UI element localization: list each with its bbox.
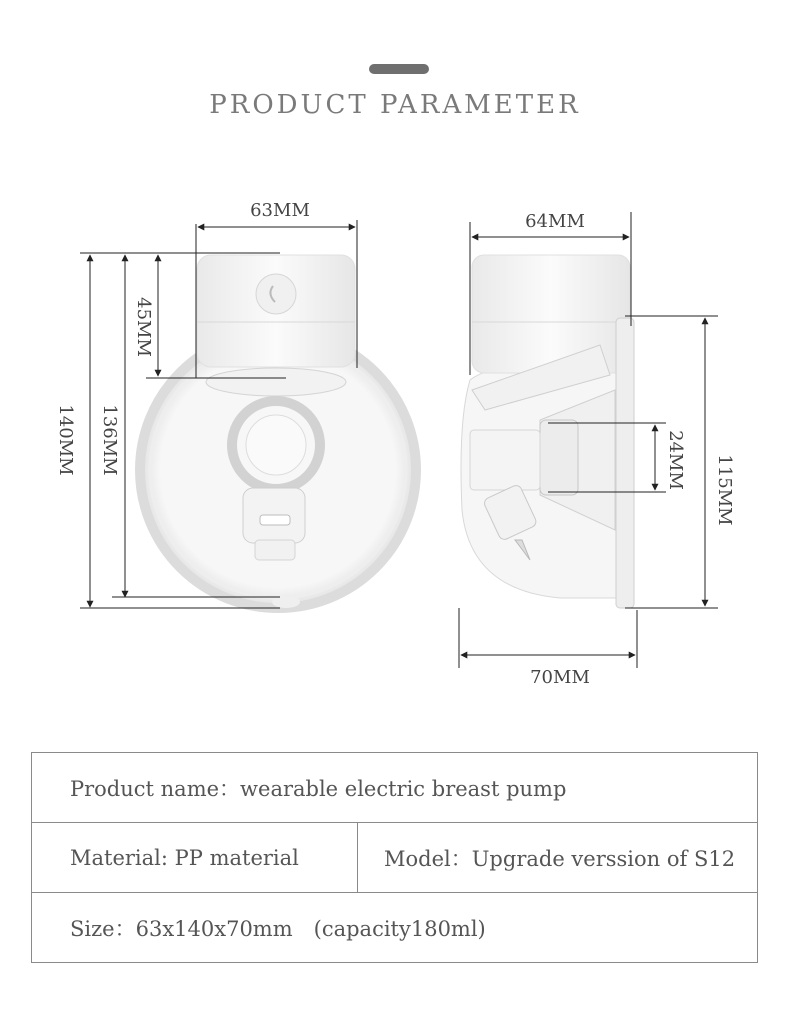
spec-row — [32, 893, 758, 963]
spec-model: Model：Upgrade verssion of S12 — [358, 823, 758, 893]
spec-table — [31, 752, 758, 963]
dim-24mm-label: 24MM — [665, 430, 686, 490]
spec-size: Size：63x140x70mm (capacity180ml) — [32, 893, 758, 963]
dim-45mm-label: 45MM — [133, 297, 154, 357]
dim-64mm-label: 64MM — [525, 211, 585, 232]
dim-115mm-label: 115MM — [714, 454, 735, 526]
spec-row — [32, 753, 758, 823]
side-view-pump — [461, 255, 634, 608]
spec-product-name: Product name：wearable electric breast pump — [32, 753, 758, 823]
dim-140mm-label: 140MM — [55, 404, 76, 476]
spec-material: Material: PP material — [32, 823, 358, 893]
page-title: PRODUCT PARAMETER — [209, 90, 581, 120]
spec-row — [32, 823, 758, 893]
dim-63mm-label: 63MM — [250, 200, 310, 221]
front-view-pump — [140, 255, 416, 608]
dim-136mm-label: 136MM — [99, 404, 120, 476]
dim-70mm-label: 70MM — [530, 667, 590, 688]
